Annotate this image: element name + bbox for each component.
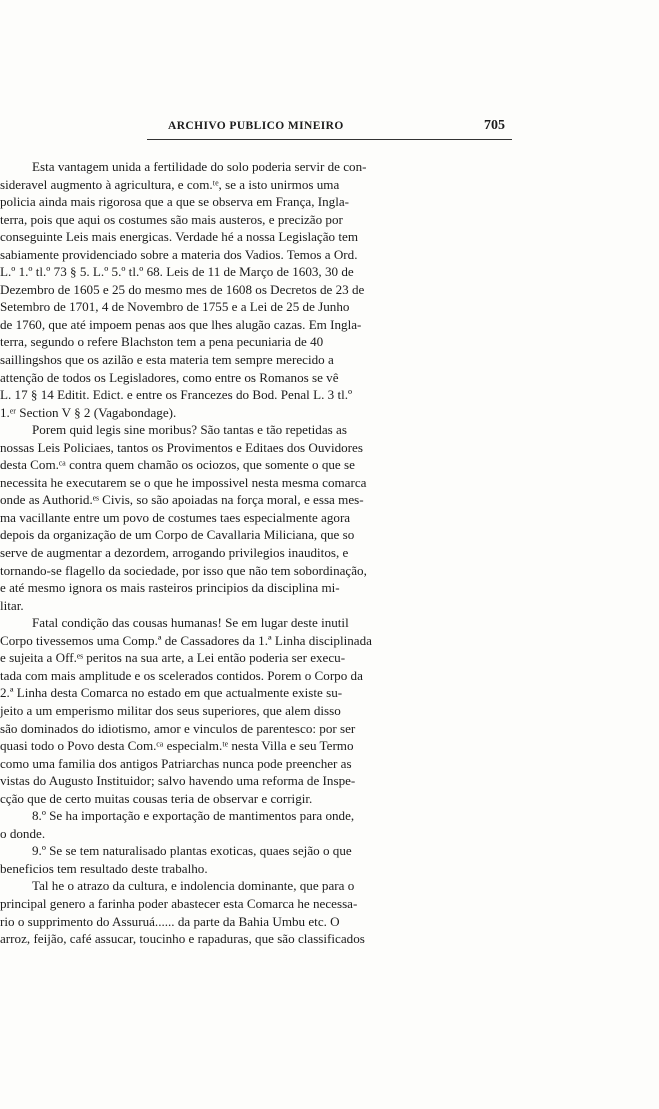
text-line: 9.º Se se tem naturalisado plantas exoticas, quaes sejão o que [32,843,352,859]
text-line: serve de augmentar a dezordem, arrogando privilegios inauditos, e [0,545,349,561]
text-line: vistas do Augusto Instituidor; salvo havendo uma reforma de Inspe- [0,773,356,789]
text-line: saillingshos que os azilão e esta materia tem sempre merecido a [0,352,334,368]
text-line: Setembro de 1701, 4 de Novembro de 1755 e a Lei de 25 de Junho [0,299,350,315]
text-line: litar. [0,597,24,613]
text-line: L. 17 § 14 Editit. Edict. e entre os Francezes do Bod. Penal L. 3 tl.º [0,387,353,403]
paragraph [0,614,510,807]
text-line: rio o supprimento do Assuruá...... da parte da Bahia Umbu etc. O [0,913,340,929]
text-line: ma vacillante entre um povo de costumes taes especialmente agora [0,509,351,525]
text-line: L.º 1.º tl.º 73 § 5. L.º 5.º tl.º 68. Leis de 11 de Março de 1603, 30 de [0,264,354,280]
text-line: Corpo tivessemos uma Comp.ª de Cassadores da 1.ª Linha disciplinada [0,632,372,648]
text-line: onde as Authorid.ᵉˢ Civis, so são apoiadas na força moral, e essa mes- [0,492,364,508]
paragraph [0,158,510,421]
text-line: e sujeita a Off.ᵉˢ peritos na sua arte, a Lei então poderia ser execu- [0,650,346,666]
text-line: são dominados do idiotismo, amor e vinculos de parentesco: por ser [0,720,356,736]
text-line: jeito a um emperismo militar dos seus superiores, que alem disso [0,702,341,718]
paragraph [0,877,510,947]
text-line: como uma familia dos antigos Patriarchas nunca pode preencher as [0,755,352,771]
text-line: Dezembro de 1605 e 25 do mesmo mes de 1608 os Decretos de 23 de [0,281,365,297]
text-line: depois da organização de um Corpo de Cavallaria Miliciana, que so [0,527,355,543]
running-title: ARCHIVO PUBLICO MINEIRO [168,120,344,132]
text-line: 2.ª Linha desta Comarca no estado em que actualmente existe su- [0,685,343,701]
page-number: 705 [484,118,505,133]
text-line: Tal he o atrazo da cultura, e indolencia dominante, que para o [32,878,355,894]
text-line: arroz, feijão, café assucar, toucinho e rapaduras, que são classificados [0,931,365,947]
paragraph [0,807,510,842]
body-text [0,158,510,948]
text-line: policia ainda mais rigorosa que a que se observa em França, Ingla- [0,194,350,210]
text-line: quasi todo o Povo desta Com.ᶜᵃ especialm.ᵗᵉ nesta Villa e seu Termo [0,738,354,754]
text-line: sideravel augmento à agricultura, e com.ᵗᵉ, se a isto unirmos uma [0,176,340,192]
paragraph [0,842,510,877]
text-line: de 1760, que até impoem penas aos que lhes alugão cazas. Em Ingla- [0,316,362,332]
text-line: terra, segundo o refere Blachston tem a pena pecuniaria de 40 [0,334,324,350]
text-line: Porem quid legis sine moribus? São tantas e tão repetidas as [32,422,347,438]
text-line: attenção de todos os Legisladores, como entre os Romanos se vê [0,369,339,385]
text-line: e até mesmo ignora os mais rasteiros principios da disciplina mi- [0,580,340,596]
paragraph [0,421,510,614]
text-line: Fatal condição das cousas humanas! Se em lugar deste inutil [32,615,349,631]
text-line: desta Com.ᶜᵃ contra quem chamão os ociozos, que somente o que se [0,457,355,473]
text-line: principal genero a farinha poder abastecer esta Comarca he necessa- [0,895,358,911]
text-line: beneficios tem resultado deste trabalho. [0,860,208,876]
text-line: cção que de certo muitas cousas teria de observar e corrigir. [0,790,313,806]
running-header [0,120,659,140]
text-line: tornando-se flagello da sociedade, por isso que não tem sobordinação, [0,562,367,578]
text-line: sabiamente providenciado sobre a materia dos Vadios. Temos a Ord. [0,246,358,262]
text-line: tada com mais amplitude e os scelerados contidos. Porem o Corpo da [0,667,363,683]
text-line: conseguinte Leis mais energicas. Verdade hé a nossa Legislação tem [0,229,359,245]
text-line: terra, pois que aqui os costumes são mais austeros, e precizão por [0,211,343,227]
text-line: 8.º Se ha importação e exportação de mantimentos para onde, [32,808,355,824]
text-line: nossas Leis Policiaes, tantos os Provimentos e Editaes dos Ouvidores [0,439,363,455]
text-line: Esta vantagem unida a fertilidade do solo poderia servir de con- [32,159,367,174]
text-line: o donde. [0,825,46,841]
text-line: 1.ᵉʳ Section V § 2 (Vagabondage). [0,404,177,420]
text-line: necessita he executarem se o que he impossivel nesta mesma comarca [0,474,367,490]
header-rule [147,139,512,140]
